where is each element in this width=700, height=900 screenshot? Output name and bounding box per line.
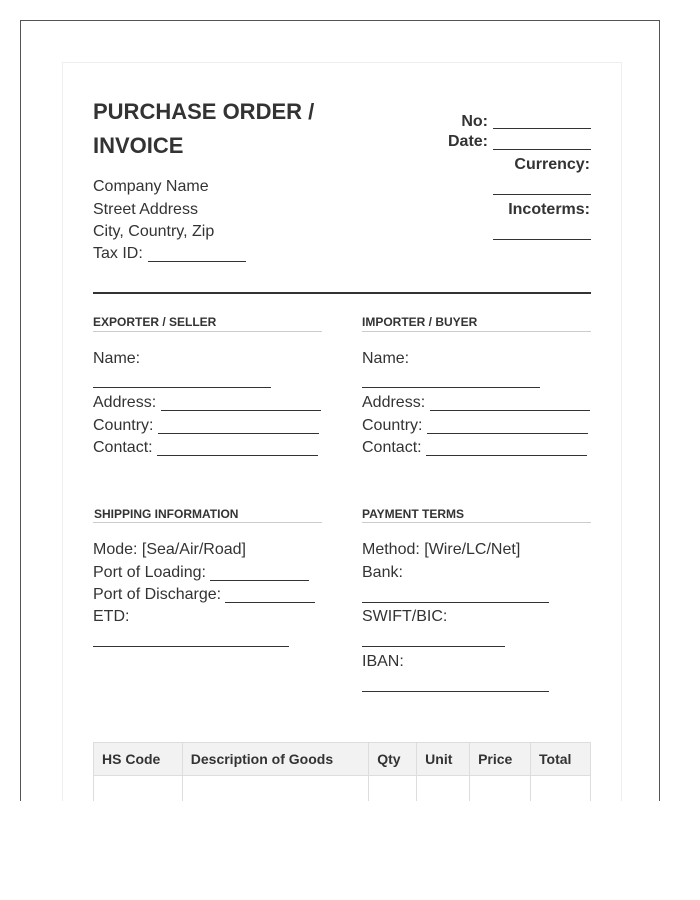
street-address: Street Address — [93, 201, 198, 218]
tax-id-field[interactable] — [148, 261, 246, 262]
port-of-loading-field[interactable] — [210, 580, 309, 581]
exporter-section-title: EXPORTER / SELLER — [93, 315, 217, 329]
importer-country-field[interactable] — [427, 433, 588, 434]
table-cell[interactable] — [470, 776, 531, 802]
bank-label: Bank: — [362, 564, 403, 581]
date-label: Date: — [447, 133, 488, 150]
etd-label: ETD: — [93, 608, 130, 625]
importer-section-title: IMPORTER / BUYER — [362, 315, 478, 329]
column-header-price: Price — [470, 743, 531, 776]
column-header-hs-code: HS Code — [94, 743, 183, 776]
exporter-section-underline — [93, 331, 322, 332]
city-country-zip: City, Country, Zip — [93, 223, 215, 240]
swift-bic-label: SWIFT/BIC: — [362, 608, 448, 625]
no-label: No: — [461, 113, 488, 130]
header-divider — [93, 292, 591, 294]
table-cell[interactable] — [417, 776, 470, 802]
exporter-address-label: Address: — [93, 394, 157, 411]
table-cell[interactable] — [94, 776, 183, 802]
table-header-row — [94, 743, 591, 776]
exporter-contact-field[interactable] — [157, 455, 318, 456]
port-of-discharge-label: Port of Discharge: — [93, 586, 222, 603]
table-cell[interactable] — [369, 776, 417, 802]
payment-section-underline — [362, 522, 591, 523]
port-of-loading-label: Port of Loading: — [93, 564, 206, 581]
payment-section-title: PAYMENT TERMS — [362, 507, 465, 521]
column-header-qty: Qty — [369, 743, 417, 776]
exporter-name-field[interactable] — [93, 387, 271, 388]
port-of-discharge-field[interactable] — [225, 602, 315, 603]
shipping-mode: Mode: [Sea/Air/Road] — [93, 541, 246, 558]
page-frame — [20, 20, 660, 801]
document-title-line2: INVOICE — [93, 133, 184, 158]
table-cell[interactable] — [531, 776, 591, 802]
importer-address-field[interactable] — [430, 410, 590, 411]
table-cell[interactable] — [182, 776, 368, 802]
tax-id-label: Tax ID: — [93, 245, 143, 262]
incoterms-field[interactable] — [493, 239, 591, 240]
currency-field[interactable] — [493, 194, 591, 195]
incoterms-label: Incoterms: — [508, 201, 590, 218]
importer-country-label: Country: — [362, 417, 423, 434]
importer-address-label: Address: — [362, 394, 426, 411]
column-header-total: Total — [531, 743, 591, 776]
date-field[interactable] — [493, 149, 591, 150]
exporter-contact-label: Contact: — [93, 439, 153, 456]
exporter-address-field[interactable] — [161, 410, 321, 411]
importer-name-label: Name: — [362, 350, 410, 367]
swift-bic-field[interactable] — [362, 646, 505, 647]
table-row — [94, 776, 591, 802]
iban-field[interactable] — [362, 691, 549, 692]
document-title-line1: PURCHASE ORDER / — [93, 99, 315, 124]
column-header-unit: Unit — [417, 743, 470, 776]
shipping-section-title: SHIPPING INFORMATION — [94, 507, 239, 521]
no-field[interactable] — [493, 128, 591, 129]
bank-field[interactable] — [362, 602, 549, 603]
iban-label: IBAN: — [362, 653, 404, 670]
importer-contact-label: Contact: — [362, 439, 422, 456]
currency-label: Currency: — [514, 156, 590, 173]
etd-field[interactable] — [93, 646, 289, 647]
company-name: Company Name — [93, 178, 209, 195]
importer-contact-field[interactable] — [426, 455, 587, 456]
importer-section-underline — [362, 331, 591, 332]
shipping-section-underline — [93, 522, 322, 523]
exporter-name-label: Name: — [93, 350, 141, 367]
exporter-country-field[interactable] — [158, 433, 319, 434]
column-header-description: Description of Goods — [182, 743, 368, 776]
line-items-table — [93, 742, 591, 801]
importer-name-field[interactable] — [362, 387, 540, 388]
payment-method: Method: [Wire/LC/Net] — [362, 541, 521, 558]
exporter-country-label: Country: — [93, 417, 154, 434]
document-sheet — [62, 62, 622, 801]
